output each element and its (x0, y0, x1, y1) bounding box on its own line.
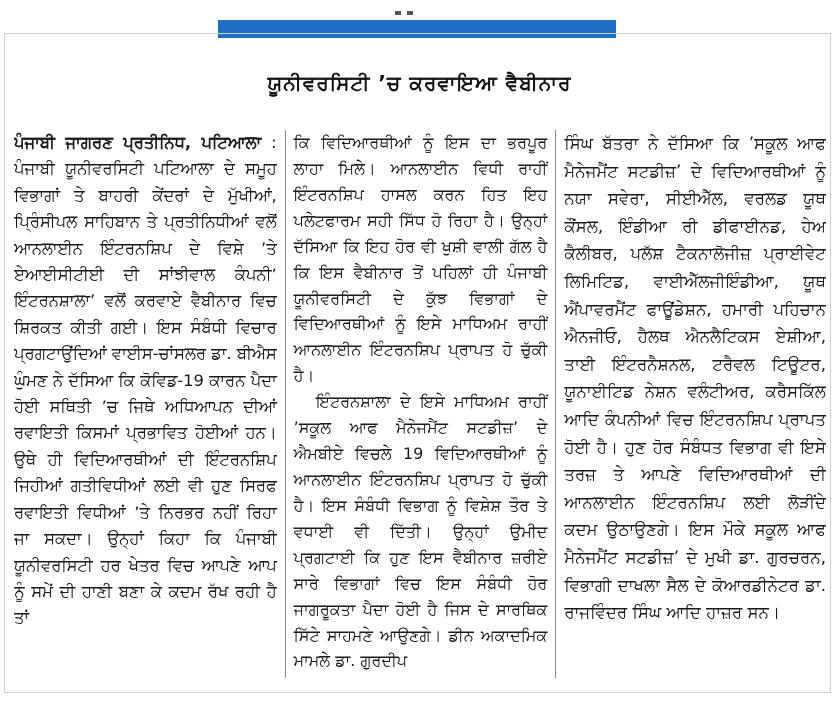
byline: ਪੰਜਾਬੀ ਜਾਗਰਣ ਪ੍ਰਤੀਨਿਧ, ਪਟਿਆਲਾ (14, 133, 262, 152)
column-2-paragraph-1: ਕਿ ਵਿਦਿਆਰਥੀਆਂ ਨੂੰ ਇਸ ਦਾ ਭਰਪੂਰ ਲਾਹਾ ਮਿਲੇ। ਆਨਲਾਈਨ ਵਿਧੀ ਰਾਹੀਂ ਇੰਟਰਨਸ਼ਿਪ ਹਾਸਲ ਕਰਨ ਹਿਤ ਇਹ ਪਲੇਟਫਾਰਮ ਸਹੀ ਸਿੱਧ ਹੋ ਰਿਹਾ ਹੈ। ਉਨ੍ਹਾਂ ਦੱਸਿਆ ਕਿ ਇਹ ਹੋਰ ਵੀ ਖੁਸ਼ੀ ਵਾਲੀ ਗੱਲ ਹੈ ਕਿ ਇਸ ਵੈਬੀਨਾਰ ਤੋਂ ਪਹਿਲਾਂ ਹੀ ਪੰਜਾਬੀ ਯੂਨੀਵਰਸਿਟੀ ਦੇ ਕੁੱਝ ਵਿਭਾਗਾਂ ਦੇ ਵਿਦਿਆਰਥੀਆਂ ਨੂੰ ਇਸੇ ਮਾਧਿਅਮ ਰਾਹੀਂ ਆਨਲਾਈਨ ਇੰਟਰਨਸ਼ਿਪ ਪ੍ਰਾਪਤ ਹੋ ਚੁੱਕੀ ਹੈ। (293, 133, 548, 386)
column-1-text: : ਪੰਜਾਬੀ ਯੂਨੀਵਰਸਿਟੀ ਪਟਿਆਲਾ ਦੇ ਸਮੂਹ ਵਿਭਾਗਾਂ ਤੇ ਬਾਹਰੀ ਕੇਂਦਰਾਂ ਦੇ ਮੁੱਖੀਆਂ, ਪ੍ਰਿੰਸੀਪਲ ਸਾਹਿਬਾਨ ਤੇ ਪ੍ਰਤੀਨਿਧੀਆਂ ਵਲੋਂ ਆਨਲਾਈਨ ਇੰਟਰਨਸ਼ਿਪ ਦੇ ਵਿਸ਼ੇ ’ਤੇ ਏਆਈਸੀਟੀਈ ਦੀ ਸਾਂਝੀਵਾਲ ਕੰਪਨੀ’ ਇੰਟਰਨਸ਼ਾਲਾ’ ਵਲੋਂ ਕਰਵਾਏ ਵੈਬੀਨਾਰ ਵਿਚ ਸ਼ਿਰਕਤ ਕੀਤੀ ਗਈ। ਇਸ ਸੰਬੰਧੀ ਵਿਚਾਰ ਪ੍ਰਗਟਾਉਂਦਿਆਂ ਵਾਈਸ-ਚਾਂਸਲਰ ਡਾ. ਬੀਐਸ ਘੁੰਮਣ ਨੇ ਦੱਸਿਆ ਕਿ ਕੋਵਿਡ-19 ਕਾਰਨ ਪੈਦਾ ਹੋਈ ਸਥਿਤੀ ’ਚ ਜਿਥੇ ਅਧਿਆਪਨ ਦੀਆਂ ਰਵਾਇਤੀ ਕਿਸਮਾਂ ਪ੍ਰਭਾਵਿਤ ਹੋਈਆਂ ਹਨ। ਉਥੇ ਹੀ ਵਿਦਿਆਰਥੀਆਂ ਦੀ ਇੰਟਰਨਸ਼ਿਪ ਜਿਹੀਆਂ ਗਤੀਵਿਧੀਆਂ ਲਈ ਵੀ ਹੁਣ ਸਿਰਫ ਰਵਾਇਤੀ ਵਿਧੀਆਂ ’ਤੇ ਨਿਰਭਰ ਨਹੀਂ ਰਿਹਾ ਜਾ ਸਕਦਾ। ਉਨ੍ਹਾਂ ਕਿਹਾ ਕਿ ਪੰਜਾਬੀ ਯੂਨੀਵਰਸਿਟੀ ਹਰ ਖੇਤਰ ਵਿਚ ਆਪਣੇ ਆਪ ਨੂੰ ਸਮੇਂ ਦੀ ਹਾਣੀ ਬਣਾ ਕੇ ਕਦਮ ਰੱਖ ਰਹੀ ਹੈ ਤਾਂ (14, 133, 277, 628)
column-3 (555, 130, 826, 678)
column-2 (285, 130, 556, 678)
column-1 (14, 130, 285, 678)
headline: ਯੂਨੀਵਰਸਿਟੀ ’ਚ ਕਰਵਾਇਆ ਵੈਬੀਨਾਰ (267, 71, 572, 95)
column-3-text: ਸਿੰਘ ਬੱਤਰਾ ਨੇ ਦੱਸਿਆ ਕਿ ’ਸਕੂਲ ਆਫ ਮੈਨੇਜਮੈਂਟ ਸਟਡੀਜ਼’ ਦੇ ਵਿਦਿਆਰਥੀਆਂ ਨੂੰ ਨਯਾ ਸਵੇਰਾ, ਸੀਈਐੱਲ, ਵਰਲਡ ਯੂਥ ਕੌਂਸਲ, ਇੰਡੀਆ ਰੀ ਡੀਫਾਈਨਡ, ਹੇਅ ਕੈਲੀਬਰ, ਪਲੱਸ਼ ਟੈਕਨਾਲੋਜੀਜ਼ ਪ੍ਰਾਈਵੇਟ ਲਿਮਿਟਿਡ, ਵਾਈਐੱਲਜੀਇੰਡੀਆ, ਯੂਥ ਐਂਪਾਵਰਮੈਂਟ ਫਾਊਂਡੇਸ਼ਨ, ਹਮਾਰੀ ਪਹਿਚਾਨ ਐਨਜੀਓ, ਹੈਲਥ ਐਨਲੈਟਿਕਸ ਏਸ਼ੀਆ, ਤਾਈ ਇੰਟਰਨੈਸ਼ਨਲ, ਟਰੈਵਲ ਟਿਊਟਰ, ਯੂਨਾਈਟਿਡ ਨੇਸ਼ਨ ਵਲੰਟੀਅਰ, ਕਰੈਸਕਿੱਲ ਆਦਿ ਕੰਪਨੀਆਂ ਵਿਚ ਇੰਟਰਨਸ਼ਿਪ ਪ੍ਰਾਪਤ ਹੋਈ ਹੈ। ਹੁਣ ਹੋਰ ਸੰਬੰਧਤ ਵਿਭਾਗ ਵੀ ਇਸੇ ਤਰਜ਼ ਤੇ ਆਪਣੇ ਵਿਦਿਆਰਥੀਆਂ ਦੀ ਆਨਲਾਈਨ ਇੰਟਰਨਸ਼ਿਪ ਲਈ ਲੋੜੀਂਦੇ ਕਦਮ ਉਠਾਉਣਗੇ। ਇਸ ਮੌਕੇ ਸਕੂਲ ਆਫ ਮੈਨੇਜਮੈਂਟ ਸਟਡੀਜ਼’ ਦੇ ਮੁਖੀ ਡਾ. ਗੁਰਚਰਨ, ਵਿਭਾਗੀ ਦਾਖਲਾ ਸੈਲ ਦੇ ਕੋਆਰਡੀਨੇਟਰ ਡਾ. ਰਾਜਵਿੰਦਰ ਸਿੰਘ ਆਦਿ ਹਾਜ਼ਰ ਸਨ। (564, 134, 826, 623)
article-body (14, 130, 826, 678)
column-2-paragraph-2: ਇੰਟਰਨਸ਼ਾਲਾ ਦੇ ਇਸੇ ਮਾਧਿਅਮ ਰਾਹੀਂ ’ਸਕੂਲ ਆਫ ਮੈਨੇਜਮੈਂਟ ਸਟਡੀਜ਼’ ਦੇ ਐਮਬੀਏ ਵਿਚਲੇ 19 ਵਿਦਿਆਰਥੀਆਂ ਨੂੰ ਆਨਲਾਈਨ ਇੰਟਰਨਸ਼ਿਪ ਪ੍ਰਾਪਤ ਹੋ ਚੁੱਕੀ ਹੈ। ਇਸ ਸੰਬੰਧੀ ਵਿਭਾਗ ਨੂੰ ਵਿਸ਼ੇਸ਼ ਤੌਰ ਤੇ ਵਧਾਈ ਵੀ ਦਿੱਤੀ। ਉਨ੍ਹਾਂ ਉਮੀਦ ਪ੍ਰਗਟਾਈ ਕਿ ਹੁਣ ਇਸ ਵੈਬੀਨਾਰ ਜ਼ਰੀਏ ਸਾਰੇ ਵਿਭਾਗਾਂ ਵਿਚ ਇਸ ਸੰਬੰਧੀ ਹੋਰ ਜਾਗਰੂਕਤਾ ਪੈਦਾ ਹੋਈ ਹੈ ਜਿਸ ਦੇ ਸਾਰਥਿਕ ਸਿੱਟੇ ਸਾਹਮਣੇ ਆਉਣਗੇ। ਡੀਨ ਅਕਾਦਮਿਕ ਮਾਮਲੇ ਡਾ. ਗੁਰਦੀਪ (293, 392, 548, 671)
page-top-mark (395, 0, 425, 5)
